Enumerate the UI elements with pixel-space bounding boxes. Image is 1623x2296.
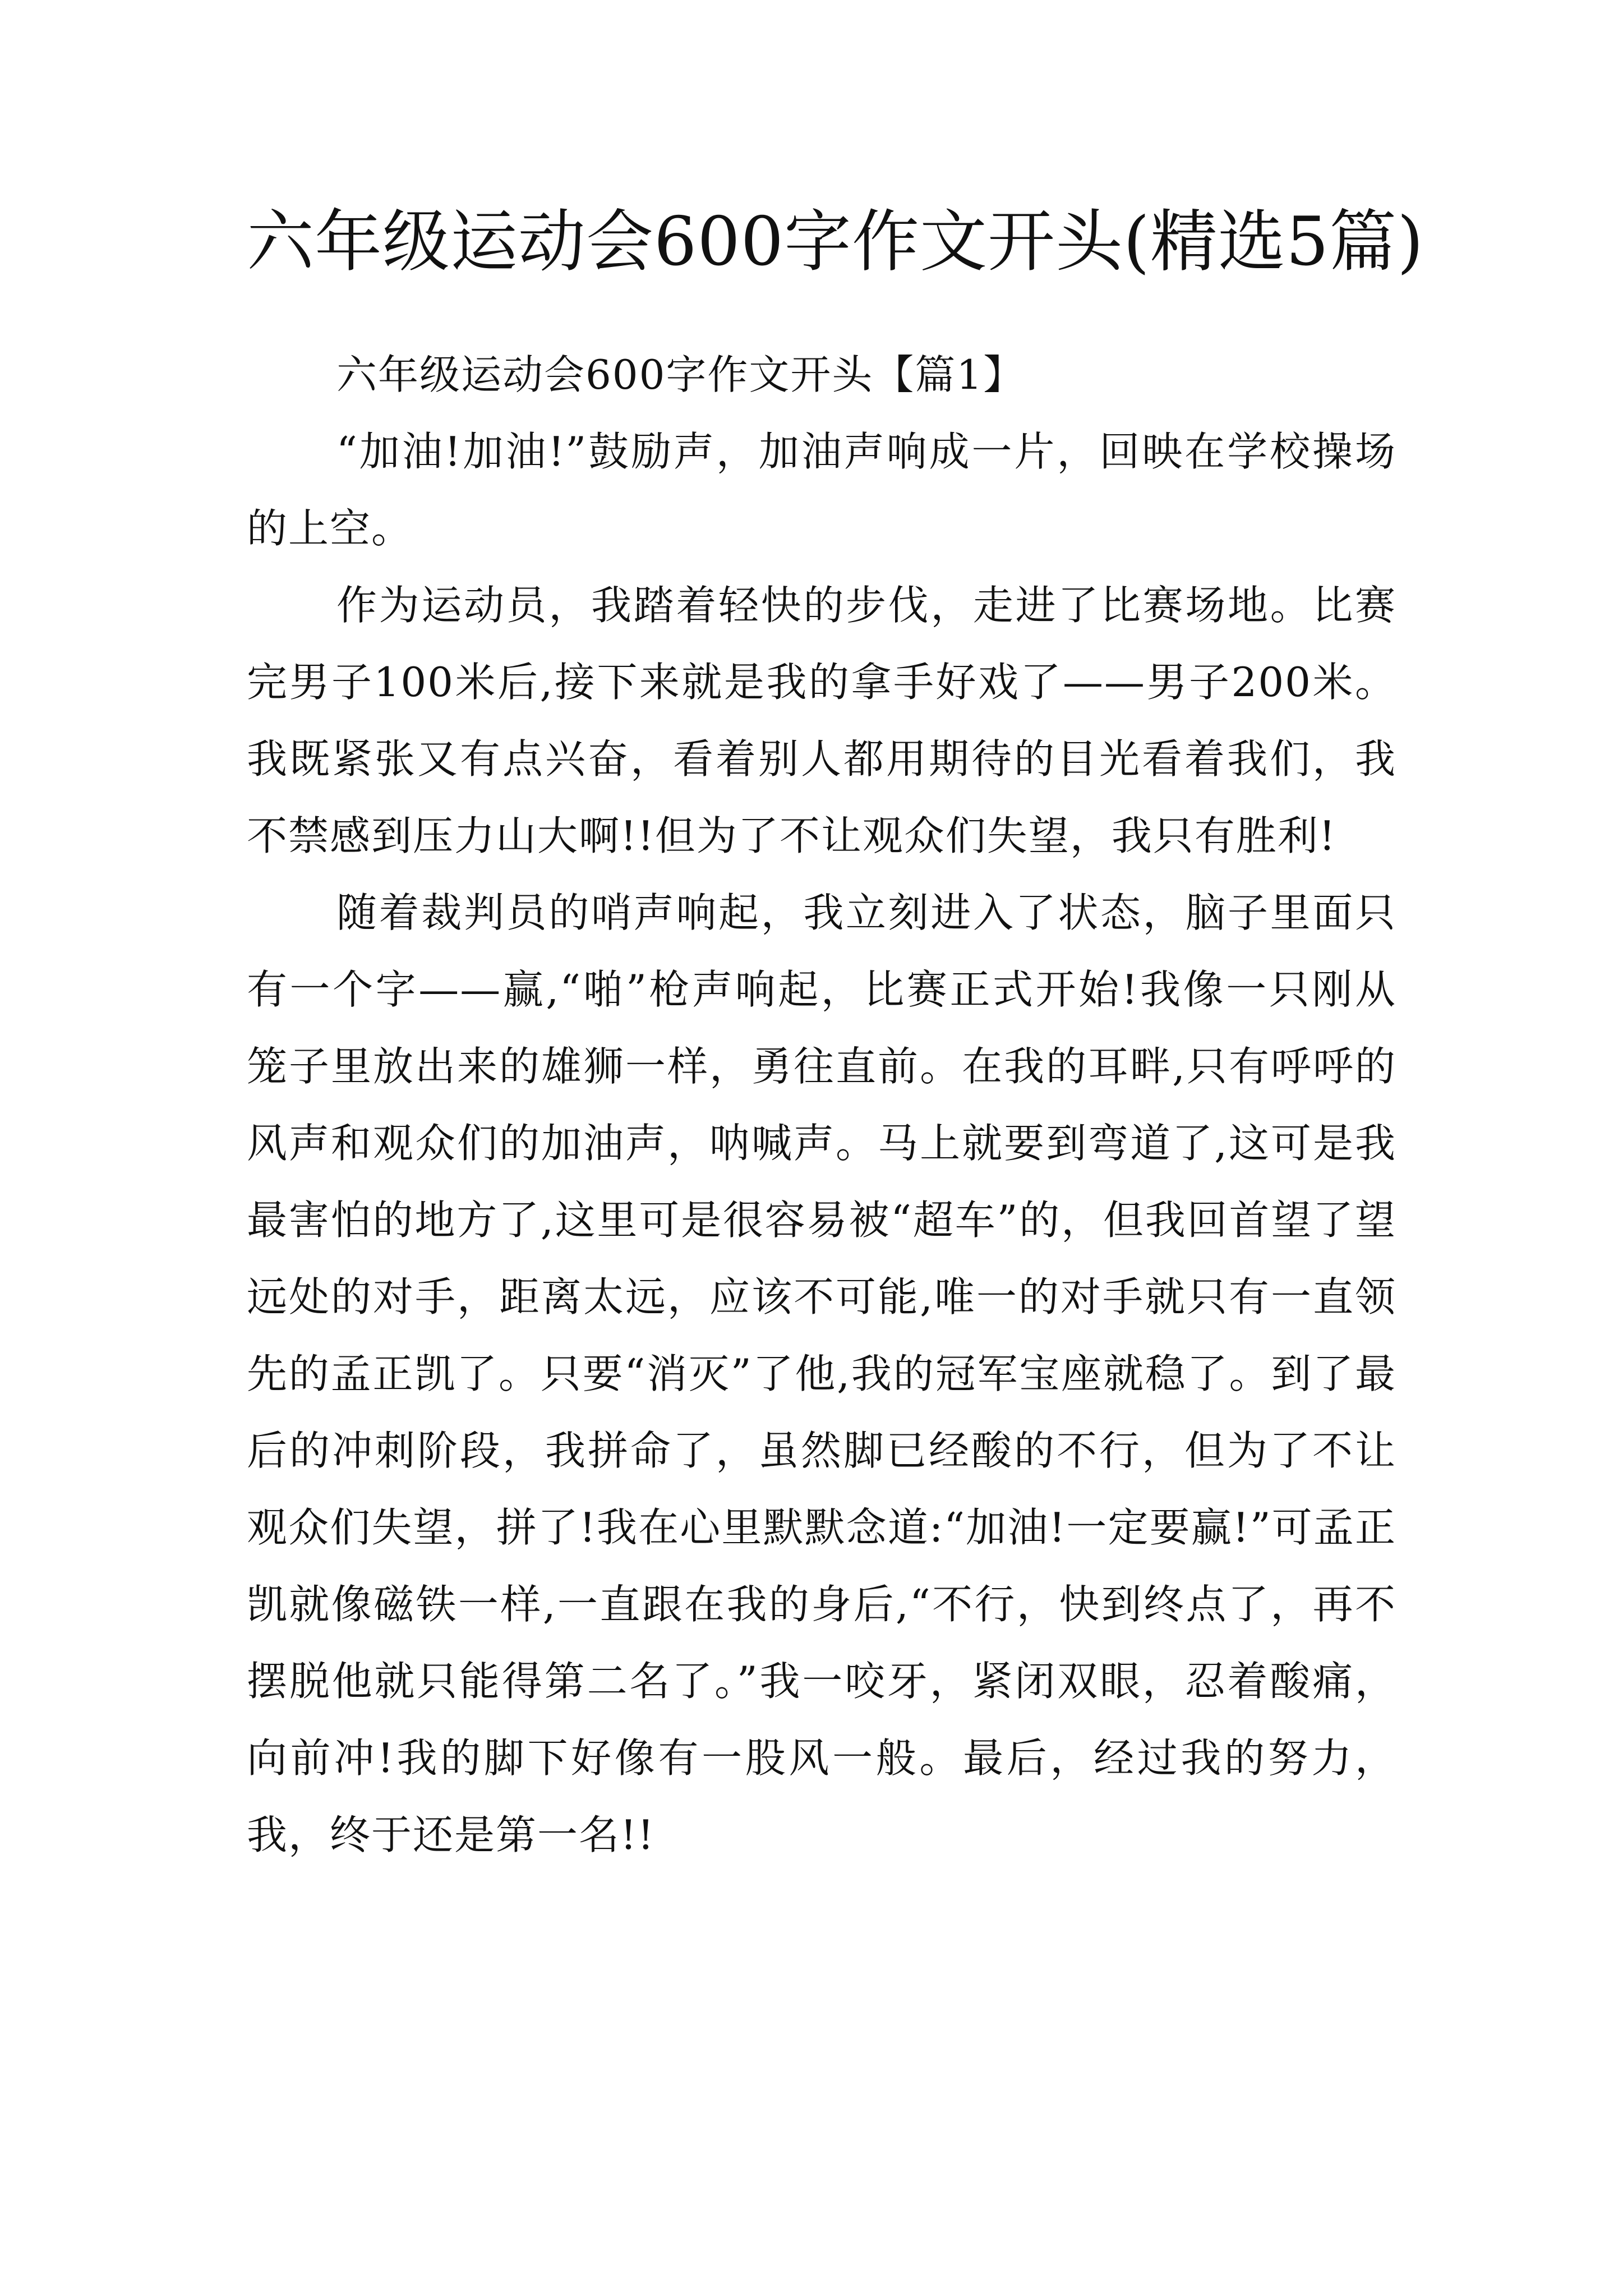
document-body bbox=[247, 337, 1396, 1874]
paragraph-3: 随着裁判员的哨声响起，我立刻进入了状态，脑子里面只有一个字——赢,“啪”枪声响起，比赛正式开始!我像一只刚从笼子里放出来的雄狮一样，勇往直前。在我的耳畔,只有呼呼的风声和观众们的加油声，呐喊声。马上就要到弯道了,这可是我最害怕的地方了,这里可是很容易被“超车”的，但我回首望了望远处的对手，距离太远，应该不可能,唯一的对手就只有一直领先的孟正凯了。只要“消灭”了他,我的冠军宝座就稳了。到了最后的冲刺阶段，我拼命了，虽然脚已经酸的不行，但为了不让观众们失望，拼了!我在心里默默念道:“加油!一定要赢!”可孟正凯就像磁铁一样,一直跟在我的身后,“不行，快到终点了，再不摆脱他就只能得第二名了。”我一咬牙，紧闭双眼，忍着酸痛，向前冲!我的脚下好像有一股风一般。最后，经过我的努力，我，终于还是第一名!! bbox=[247, 889, 1396, 1858]
section-heading: 六年级运动会600字作文开头【篇1】 bbox=[336, 351, 1025, 398]
paragraph-2: 作为运动员，我踏着轻快的步伐，走进了比赛场地。比赛完男子100米后,接下来就是我的拿手好戏了——男子200米。我既紧张又有点兴奋，看着别人都用期待的目光看着我们，我不禁感到压力山大啊!!但为了不让观众们失望，我只有胜利! bbox=[247, 582, 1396, 859]
document-title: 六年级运动会600字作文开头(精选5篇) bbox=[247, 203, 1424, 281]
paragraph-1: “加油!加油!”鼓励声，加油声响成一片，回映在学校操场的上空。 bbox=[247, 428, 1396, 552]
